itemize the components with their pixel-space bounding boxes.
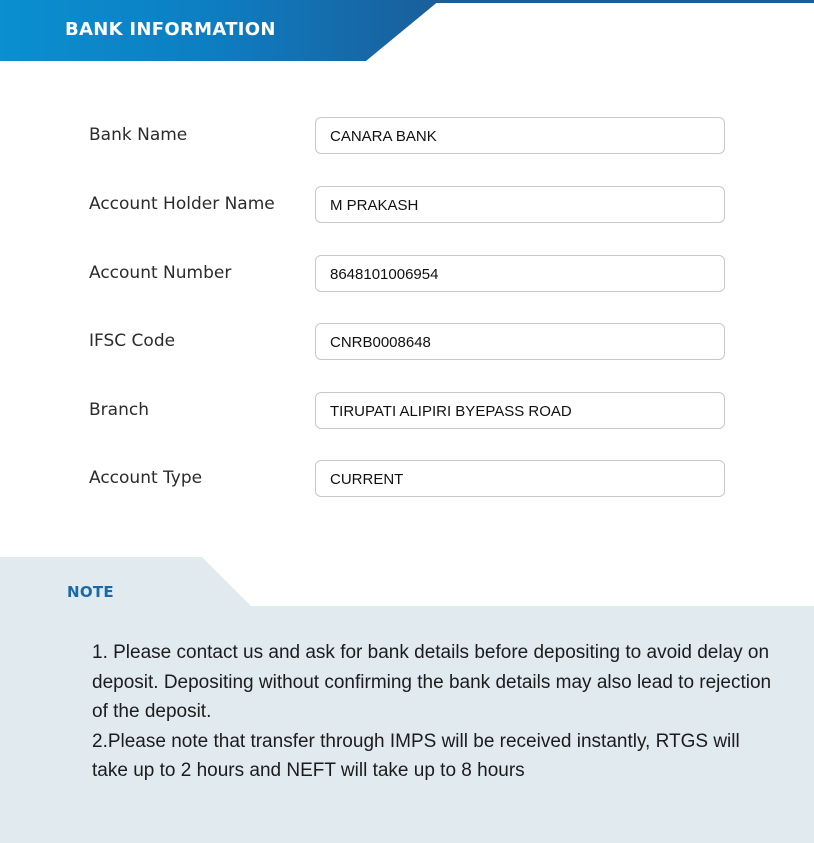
field-row-bank-name: [0, 117, 814, 157]
note-point-2: 2.Please note that transfer through IMPS will be received instantly, RTGS will take up to 2 hours and NEFT will take up to 8 hours: [92, 730, 740, 781]
note-point-1: 1. Please contact us and ask for bank details before depositing to avoid delay on deposit. Depositing without confirming the bank details may also lead to rejection of the deposit.: [92, 642, 772, 722]
field-row-ifsc-code: [0, 323, 814, 363]
field-row-account-number: [0, 255, 814, 295]
account-number-field[interactable]: 8648101006954: [315, 255, 725, 292]
note-text: [92, 638, 772, 786]
note-tab: [0, 557, 252, 607]
field-row-account-type: [0, 460, 814, 500]
branch-label: Branch: [89, 400, 149, 420]
page-title: BANK INFORMATION: [65, 19, 276, 40]
ifsc-code-label: IFSC Code: [89, 331, 176, 351]
account-type-field[interactable]: CURRENT: [315, 460, 725, 497]
note-title: NOTE: [67, 583, 114, 601]
ifsc-code-field[interactable]: CNRB0008648: [315, 323, 725, 360]
field-row-branch: [0, 392, 814, 432]
branch-field[interactable]: TIRUPATI ALIPIRI BYEPASS ROAD: [315, 392, 725, 429]
field-row-account-holder-name: [0, 186, 814, 226]
bank-name-field[interactable]: CANARA BANK: [315, 117, 725, 154]
bank-name-label: Bank Name: [89, 125, 188, 145]
account-holder-name-label: Account Holder Name: [89, 194, 275, 214]
account-holder-name-field[interactable]: M PRAKASH: [315, 186, 725, 223]
account-number-label: Account Number: [89, 263, 232, 283]
account-type-label: Account Type: [89, 468, 203, 488]
